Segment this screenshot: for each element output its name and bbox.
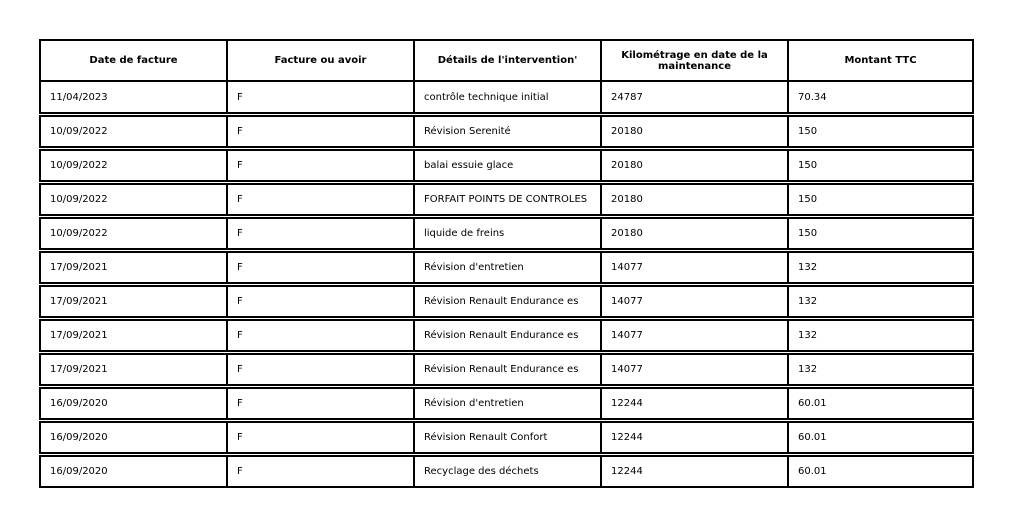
cell-date: 11/04/2023 (39, 82, 226, 114)
cell-details: Révision d'entretien (413, 387, 600, 420)
cell-type: F (226, 251, 413, 284)
column-header-mileage: Kilométrage en date de la maintenance (600, 39, 787, 82)
table-row (39, 455, 974, 488)
column-header-type: Facture ou avoir (226, 39, 413, 82)
cell-details: Révision Renault Endurance es (413, 319, 600, 352)
cell-mileage: 20180 (600, 149, 787, 182)
table-row (39, 353, 974, 386)
cell-mileage: 20180 (600, 183, 787, 216)
cell-details: Recyclage des déchets (413, 455, 600, 488)
table-row (39, 115, 974, 148)
cell-amount: 150 (787, 183, 974, 216)
cell-mileage: 14077 (600, 353, 787, 386)
table-row (39, 421, 974, 454)
cell-amount: 150 (787, 149, 974, 182)
cell-date: 10/09/2022 (39, 217, 226, 250)
cell-type: F (226, 115, 413, 148)
cell-date: 17/09/2021 (39, 251, 226, 284)
cell-date: 10/09/2022 (39, 183, 226, 216)
cell-type: F (226, 285, 413, 318)
table-body (39, 115, 974, 488)
cell-amount: 132 (787, 353, 974, 386)
cell-details: contrôle technique initial (413, 82, 600, 114)
cell-type: F (226, 217, 413, 250)
cell-date: 17/09/2021 (39, 285, 226, 318)
cell-mileage: 14077 (600, 319, 787, 352)
cell-date: 10/09/2022 (39, 149, 226, 182)
cell-amount: 60.01 (787, 387, 974, 420)
cell-amount: 132 (787, 285, 974, 318)
cell-details: Révision Serenité (413, 115, 600, 148)
table-row (39, 387, 974, 420)
cell-date: 16/09/2020 (39, 455, 226, 488)
cell-type: F (226, 82, 413, 114)
cell-details: balai essuie glace (413, 149, 600, 182)
cell-details: Révision Renault Confort (413, 421, 600, 454)
cell-type: F (226, 149, 413, 182)
cell-amount: 132 (787, 251, 974, 284)
cell-amount: 70.34 (787, 82, 974, 114)
cell-date: 16/09/2020 (39, 387, 226, 420)
cell-details: FORFAIT POINTS DE CONTROLES (413, 183, 600, 216)
cell-mileage: 12244 (600, 421, 787, 454)
cell-amount: 150 (787, 217, 974, 250)
cell-date: 16/09/2020 (39, 421, 226, 454)
cell-amount: 60.01 (787, 421, 974, 454)
table-row (39, 251, 974, 284)
cell-type: F (226, 421, 413, 454)
cell-type: F (226, 183, 413, 216)
table-row (39, 319, 974, 352)
cell-date: 17/09/2021 (39, 319, 226, 352)
cell-details: Révision Renault Endurance es (413, 353, 600, 386)
cell-mileage: 20180 (600, 115, 787, 148)
column-header-details: Détails de l'intervention' (413, 39, 600, 82)
cell-details: liquide de freins (413, 217, 600, 250)
table-row (39, 82, 974, 114)
cell-details: Révision d'entretien (413, 251, 600, 284)
cell-date: 17/09/2021 (39, 353, 226, 386)
cell-mileage: 14077 (600, 285, 787, 318)
cell-type: F (226, 387, 413, 420)
column-header-amount: Montant TTC (787, 39, 974, 82)
cell-amount: 60.01 (787, 455, 974, 488)
column-header-date: Date de facture (39, 39, 226, 82)
cell-mileage: 24787 (600, 82, 787, 114)
cell-mileage: 20180 (600, 217, 787, 250)
table-row (39, 285, 974, 318)
table-header-row (39, 39, 974, 82)
cell-date: 10/09/2022 (39, 115, 226, 148)
table-row (39, 149, 974, 182)
table-row (39, 217, 974, 250)
cell-details: Révision Renault Endurance es (413, 285, 600, 318)
cell-mileage: 12244 (600, 387, 787, 420)
cell-type: F (226, 353, 413, 386)
cell-type: F (226, 319, 413, 352)
cell-amount: 150 (787, 115, 974, 148)
cell-type: F (226, 455, 413, 488)
cell-amount: 132 (787, 319, 974, 352)
table-row (39, 183, 974, 216)
maintenance-table (39, 39, 974, 488)
cell-mileage: 14077 (600, 251, 787, 284)
cell-mileage: 12244 (600, 455, 787, 488)
